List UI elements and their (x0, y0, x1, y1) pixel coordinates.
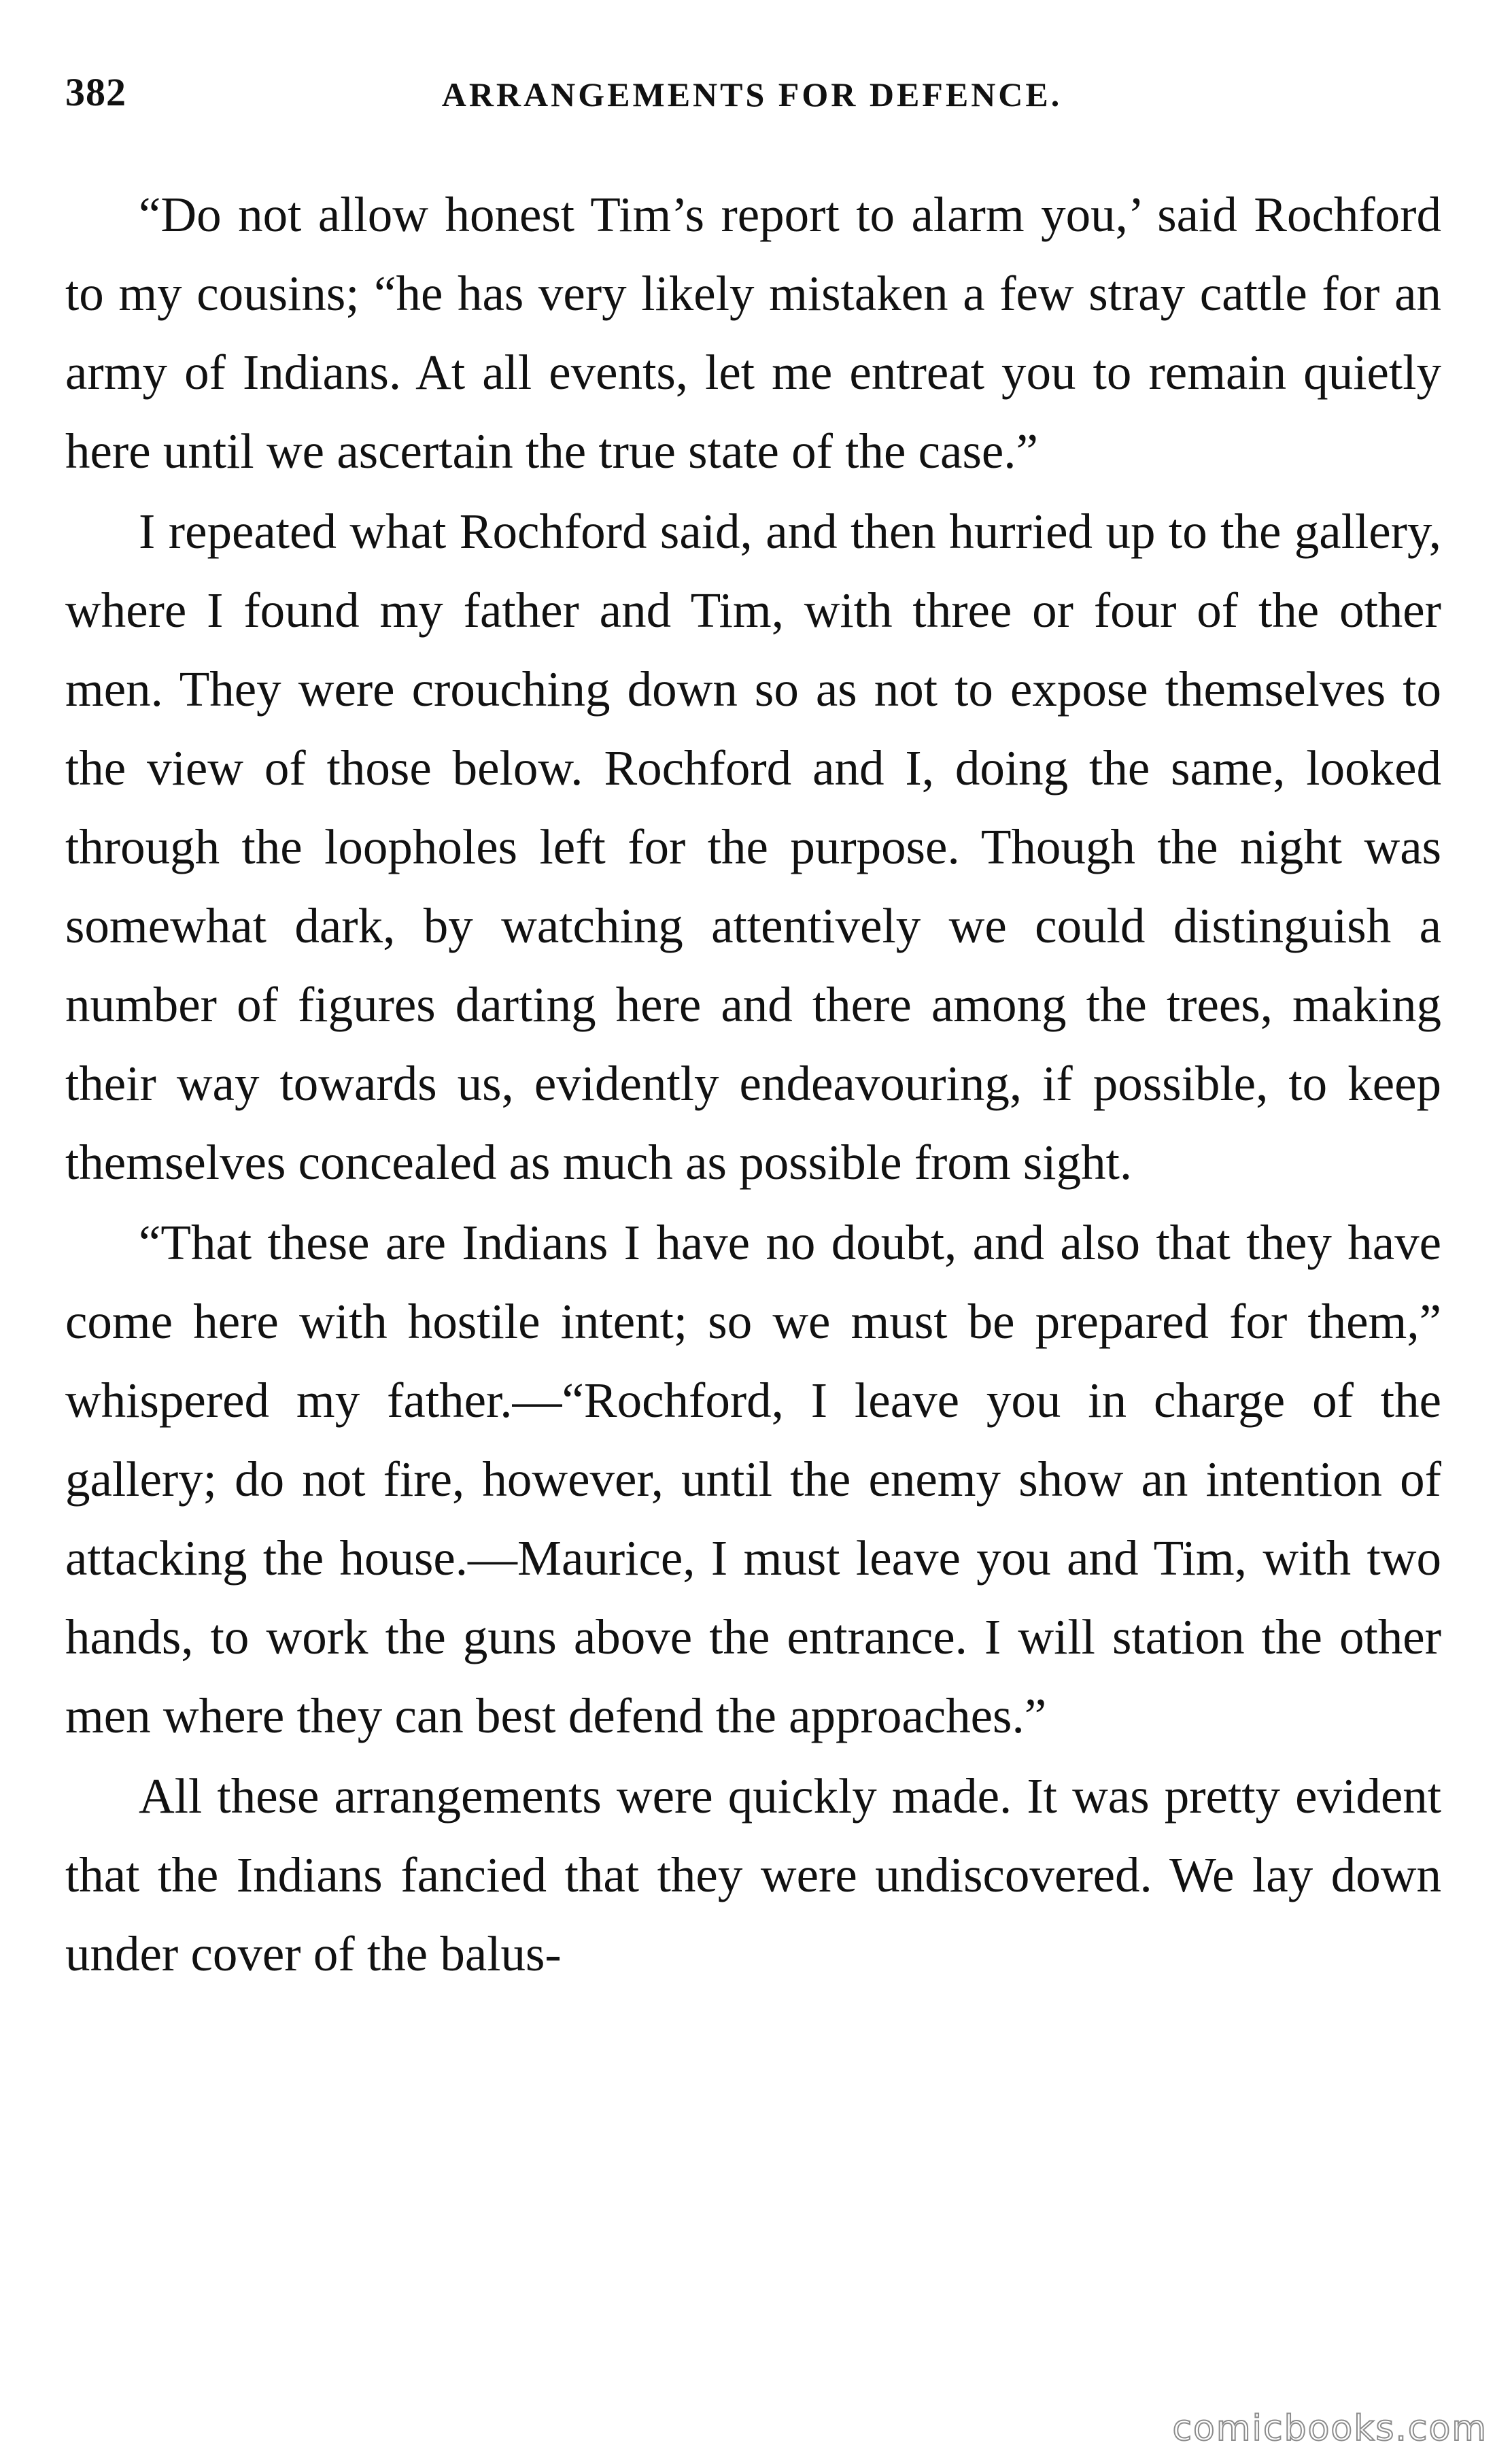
running-title: ARRANGEMENTS FOR DEFENCE. (441, 75, 1063, 114)
running-head (65, 63, 1439, 124)
paragraph-4: All these arrangements were quickly made. It was pretty evident that the Indians fancied that they were undiscovered. We lay down under cover of the balus- (65, 1768, 1441, 1981)
paragraph-2: I repeated what Rochford said, and then hurried up to the gallery, where I found my father and Tim, with three or four of the other men. They were crouching down so as not to expose themselves to the view of those below. Rochford and I, doing the same, looked through the loopholes left for the purpose. Though the night was somewhat dark, by watching attentively we could distinguish a number of figures darting here and there among the trees, making their way towards us, evidently endeavouring, if possible, to keep themselves concealed as much as possible from sight. (65, 504, 1441, 1190)
body-text (65, 175, 1441, 1995)
paragraph-3: “That these are Indians I have no doubt, and also that they have come here with hostile intent; so we must be prepared for them,” whispered my father.—“Rochford, I leave you in charge of the gallery; do not fire, however, until the enemy show an intention of attacking the house.—Maurice, I must leave you and Tim, with two hands, to work the guns above the entrance. I will station the other men where they can best defend the approaches.” (65, 1215, 1441, 1743)
page-number: 382 (65, 70, 126, 114)
paragraph-1: “Do not allow honest Tim’s report to alarm you,’ said Rochford to my cousins; “he has very likely mistaken a few stray cattle for an army of Indians. At all events, let me entreat you to remain quietly here until we ascertain the true state of the case.” (65, 187, 1441, 479)
watermark: comicbooks.com (1172, 2408, 1488, 2449)
